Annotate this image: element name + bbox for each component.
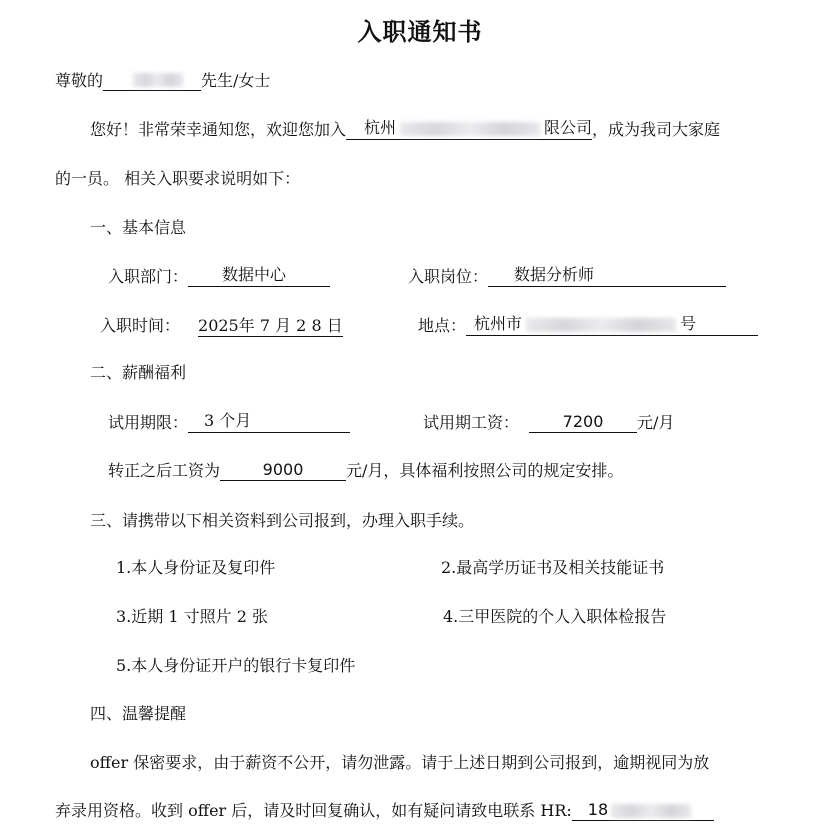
regular-salary-label: 转正之后工资为 <box>108 461 221 480</box>
intro-text-2: ，成为我司大家庭 <box>592 120 721 139</box>
intro-text: 您好！非常荣幸通知您，欢迎您加入 <box>90 120 347 139</box>
reminder-text: 弃录用资格。收到 offer 后，请及时回复确认，如有疑问请致电联系 HR: <box>55 801 572 820</box>
position-value: 数据分析师 <box>514 265 595 284</box>
intro-line-2: 的一员。 相关入职要求说明如下： <box>55 169 301 188</box>
recipient-name-blank <box>103 68 201 91</box>
position-blank <box>488 264 726 287</box>
section-basic-info-heading: 一、基本信息 <box>90 218 187 237</box>
probation-salary-blank <box>529 410 637 433</box>
probation-salary-field <box>423 410 674 433</box>
section-documents-heading: 三、请携带以下相关资料到公司报到，办理入职手续。 <box>90 511 475 530</box>
hr-phone-blank <box>572 798 714 821</box>
position-label: 入职岗位： <box>408 267 489 286</box>
reminder-line-1: offer 保密要求，由于薪资不公开，请勿泄露。请于上述日期到公司报到，逾期视同为放 <box>90 753 710 772</box>
department-label: 入职部门： <box>108 267 189 286</box>
location-label: 地点： <box>418 316 467 335</box>
probation-salary-label: 试用期工资： <box>423 413 520 432</box>
location-start: 杭州市 <box>474 314 523 333</box>
department-blank <box>188 264 330 287</box>
start-date-field <box>100 313 343 336</box>
company-name-end: 限公司 <box>544 118 593 137</box>
company-name-start: 杭州 <box>364 118 397 137</box>
location-blank <box>466 313 758 336</box>
regular-salary-note: 元/月，具体福利按照公司的规定安排。 <box>346 461 624 480</box>
probation-period-blank <box>188 410 350 433</box>
reminder-line-2 <box>55 798 714 821</box>
company-name-blank <box>346 117 592 140</box>
greeting-line <box>55 68 270 91</box>
department-field <box>108 264 330 287</box>
hr-phone-start: 18 <box>587 800 609 819</box>
greeting-suffix: 先生/女士 <box>201 71 271 90</box>
document-item-3: 3.近期 1 寸照片 2 张 <box>116 607 268 626</box>
regular-salary-blank <box>220 458 346 481</box>
greeting-prefix: 尊敬的 <box>55 71 104 90</box>
document-item-1: 1.本人身份证及复印件 <box>116 558 276 577</box>
probation-period-value: 3 个月 <box>204 411 252 430</box>
department-value: 数据中心 <box>222 265 287 284</box>
probation-salary-value: 7200 <box>562 412 604 431</box>
probation-period-label: 试用期限： <box>108 413 189 432</box>
document-item-4: 4.三甲医院的个人入职体检报告 <box>443 607 667 626</box>
position-field <box>408 264 726 287</box>
probation-period-field <box>108 410 350 433</box>
location-end: 号 <box>680 314 697 333</box>
location-field <box>418 313 758 336</box>
start-date-value: 2025年 7 月 2 8 日 <box>198 316 343 335</box>
document-item-5: 5.本人身份证开户的银行卡复印件 <box>116 656 356 675</box>
section-compensation-heading: 二、薪酬福利 <box>90 363 187 382</box>
probation-salary-unit: 元/月 <box>637 413 675 432</box>
regular-salary-value: 9000 <box>262 460 304 479</box>
start-date-label: 入职时间： <box>100 316 181 335</box>
document-title: 入职通知书 <box>357 18 483 46</box>
intro-line-1 <box>90 117 720 140</box>
regular-salary-field <box>108 458 623 481</box>
document-item-2: 2.最高学历证书及相关技能证书 <box>441 558 665 577</box>
section-reminder-heading: 四、温馨提醒 <box>90 704 187 723</box>
